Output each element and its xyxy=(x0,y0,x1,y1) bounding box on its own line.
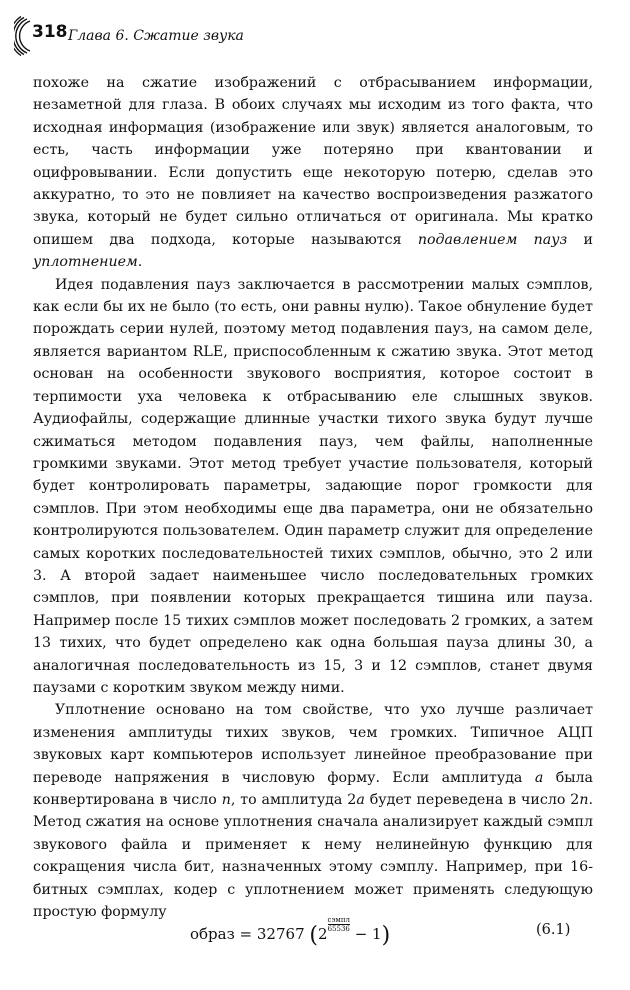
page-number: 318 xyxy=(32,22,68,42)
term-companding: уплотнением xyxy=(33,254,138,271)
page-header xyxy=(14,16,614,56)
equation-number: (6.1) xyxy=(536,922,571,938)
paragraph-1: похоже на сжатие изображений с отбрасыванием информации, незаметной для глаза. В обоих случаях мы исходим из того факта, что исходная информация (изображение или звук) является аналоговым, то есть, часть информации уже потеряно при квантовании и оцифровывании. Если допустить еще некоторую потерю, сделав это аккуратно, то это не повлияет на качество воспроизведения разжатого звука, который не будет сильно отличаться от оригинала. Мы кратко опишем два подхода, которые называются подавлением пауз и уплотнением. xyxy=(33,75,593,271)
page-body xyxy=(33,72,593,923)
formula-base: 2 xyxy=(317,925,328,943)
paragraph-3: Уплотнение основано на том свойстве, что ухо лучше различает изменения амплитуды тихих звуков, чем громких. Типичное АЦП звуковых карт компьютеров использует линейное преобразование при переводе напряжения в числовую форму. Если амплитуда a была конвертирована в число n, то амплитуда 2a будет переведена в число 2n. Метод сжатия на основе уплотнения сначала анализирует каждый сэмпл звукового файла и применяет к нему нелинейную функцию для сокращения числа бит, назначенных этому сэмплу. Например, при 16-битных сэмплах, кодер с уплотнением может применять следующую простую формулу xyxy=(33,702,593,921)
formula-exponent: $\frac{\text{сэмпл}}{65536}$ xyxy=(327,916,350,933)
term-pause-suppression: подавлением пауз xyxy=(417,231,568,248)
paragraph-2: Идея подавления пауз заключается в рассмотрении малых сэмплов, как если бы их не было (то есть, они равны нулю). Такое обнуление будет порождать серии нулей, поэтому метод подавления пауз, на самом деле, является вариантом RLE, приспособленным к сжатию звука. Этот метод основан на особенности звукового восприятия, которое состоит в терпимости уха человека к отбрасыванию еле слышных звуков. Аудиофайлы, содержащие длинные участки тихого звука будут лучше сжиматься методом подавления пауз, чем файлы, наполненные громкими звуками. Этот метод требует участие пользователя, который будет контролировать параметры, задающие порог громкости для сэмплов. При этом необходимы еще два параметра, они не обязательно контролируются пользователем. Один параметр служит для определение самых коротких последовательностей тихих сэмплов, обычно, это 2 или 3. А второй задает наименьшее число последовательных громких сэмплов, при появлении которых прекращается тишина или пауза. Например после 15 тихих сэмплов может последовать 2 громких, а затем 13 тихих, что будет определено как одна большая пауза длины 30, а аналогичная последовательность из 15, 3 и 12 сэмплов, станет двумя паузами с коротким звуком между ними. xyxy=(33,276,593,696)
formula-minus-one: − 1 xyxy=(354,925,382,943)
formula-lhs: образ = 32767 xyxy=(190,925,305,943)
chapter-title: Глава 6. Сжатие звука xyxy=(68,28,244,44)
formula: образ = 32767 (2 $\frac{\text{сэмпл}}{65536}$ − 1) xyxy=(190,916,391,948)
